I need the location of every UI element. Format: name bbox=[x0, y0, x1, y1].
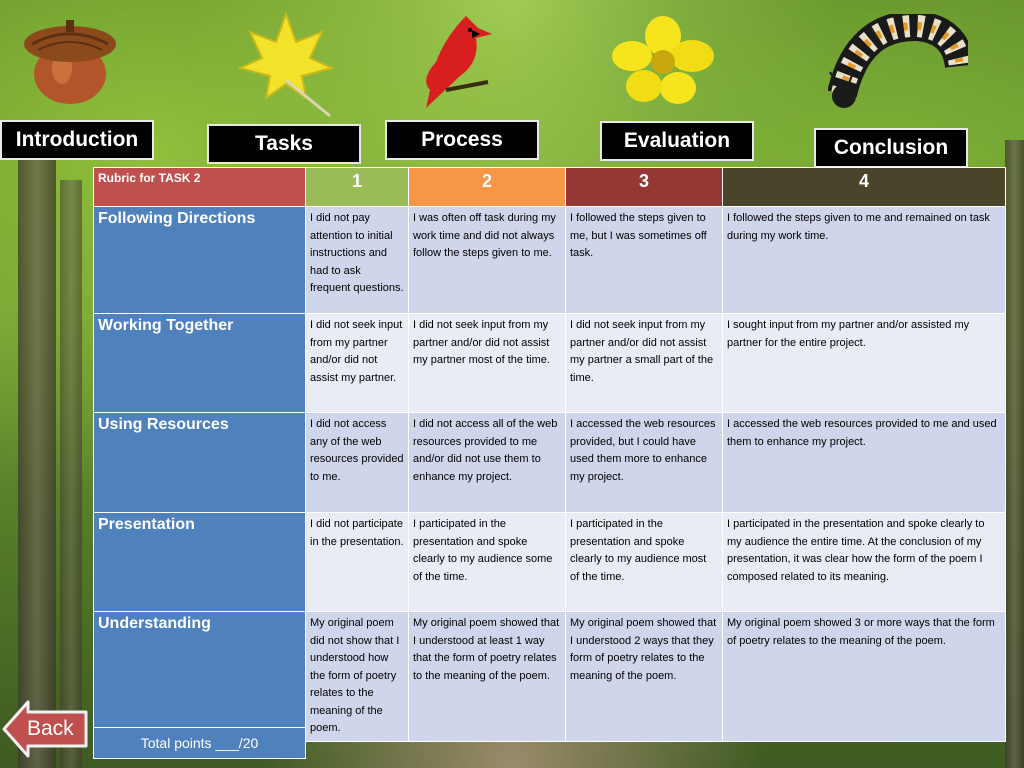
nav-process-button[interactable]: Process bbox=[385, 120, 539, 160]
rubric-row-understanding bbox=[94, 612, 1006, 742]
rubric-cell: I accessed the web resources provided, but I could have used them more to enhance my project. bbox=[566, 413, 723, 513]
back-button-label: Back bbox=[27, 717, 74, 740]
level-header-3: 3 bbox=[566, 168, 723, 207]
tree-trunk-right bbox=[1005, 140, 1024, 768]
back-button[interactable] bbox=[2, 700, 88, 758]
rubric-cell: I did not access any of the web resources provided to me. bbox=[306, 413, 409, 513]
rubric-table bbox=[93, 167, 1006, 742]
rubric-cell: My original poem showed that I understood at least 1 way that the form of poetry relates to the meaning of the poem. bbox=[409, 612, 566, 742]
total-points-label: Total points ___/20 bbox=[93, 727, 306, 759]
yellow-flower-icon[interactable] bbox=[608, 16, 718, 104]
rubric-row-following-directions bbox=[94, 207, 1006, 314]
rubric-cell: I did not seek input from my partner and/or did not assist my partner most of the time. bbox=[409, 314, 566, 413]
criterion-label: Working Together bbox=[94, 314, 306, 413]
rubric-cell: My original poem showed 3 or more ways that the form of poetry relates to the meaning of the poem. bbox=[723, 612, 1006, 742]
rubric-row-working-together bbox=[94, 314, 1006, 413]
rubric-row-presentation bbox=[94, 513, 1006, 612]
criterion-label: Presentation bbox=[94, 513, 306, 612]
rubric-header-row bbox=[94, 168, 1006, 207]
nav-evaluation-button[interactable]: Evaluation bbox=[600, 121, 754, 161]
nav-conclusion-button[interactable]: Conclusion bbox=[814, 128, 968, 168]
rubric-row-using-resources bbox=[94, 413, 1006, 513]
nav-introduction-button[interactable]: Introduction bbox=[0, 120, 154, 160]
cardinal-bird-icon[interactable] bbox=[406, 10, 498, 112]
level-header-2: 2 bbox=[409, 168, 566, 207]
criterion-label: Using Resources bbox=[94, 413, 306, 513]
level-header-1: 1 bbox=[306, 168, 409, 207]
rubric-cell: I followed the steps given to me, but I was sometimes off task. bbox=[566, 207, 723, 314]
rubric-cell: I participated in the presentation and spoke clearly to my audience most of the time. bbox=[566, 513, 723, 612]
rubric-cell: I was often off task during my work time and did not always follow the steps given to me. bbox=[409, 207, 566, 314]
rubric-cell: My original poem showed that I understood 2 ways that they form of poetry relates to the meaning of the poem. bbox=[566, 612, 723, 742]
criterion-label: Understanding bbox=[94, 612, 306, 742]
acorn-icon[interactable] bbox=[18, 14, 122, 106]
rubric-cell: I followed the steps given to me and remained on task during my work time. bbox=[723, 207, 1006, 314]
tree-trunk-left bbox=[18, 150, 56, 768]
rubric-cell: I did not access all of the web resources provided to me and/or did not use them to enhance my project. bbox=[409, 413, 566, 513]
level-header-4: 4 bbox=[723, 168, 1006, 207]
rubric-cell: I did not seek input from my partner and/or did not assist my partner. bbox=[306, 314, 409, 413]
criterion-label: Following Directions bbox=[94, 207, 306, 314]
caterpillar-icon[interactable] bbox=[828, 14, 968, 120]
rubric-cell: I participated in the presentation and spoke clearly to my audience some of the time. bbox=[409, 513, 566, 612]
rubric-cell: My original poem did not show that I understood how the form of poetry relates to the meaning of the poem. bbox=[306, 612, 409, 742]
maple-leaf-icon[interactable] bbox=[236, 10, 336, 118]
tree-trunk-left-2 bbox=[60, 180, 82, 768]
nav-tasks-button[interactable]: Tasks bbox=[207, 124, 361, 164]
rubric-cell: I participated in the presentation and spoke clearly to my audience the entire time. At the conclusion of my presentation, it was clear how the form of the poem I composed related to its meaning. bbox=[723, 513, 1006, 612]
rubric-cell: I sought input from my partner and/or assisted my partner for the entire project. bbox=[723, 314, 1006, 413]
rubric-title: Rubric for TASK 2 bbox=[94, 168, 306, 207]
rubric-cell: I did not participate in the presentation. bbox=[306, 513, 409, 612]
rubric-cell: I did not pay attention to initial instructions and had to ask frequent questions. bbox=[306, 207, 409, 314]
rubric-cell: I accessed the web resources provided to me and used them to enhance my project. bbox=[723, 413, 1006, 513]
rubric-cell: I did not seek input from my partner and/or did not assist my partner a small part of the time. bbox=[566, 314, 723, 413]
